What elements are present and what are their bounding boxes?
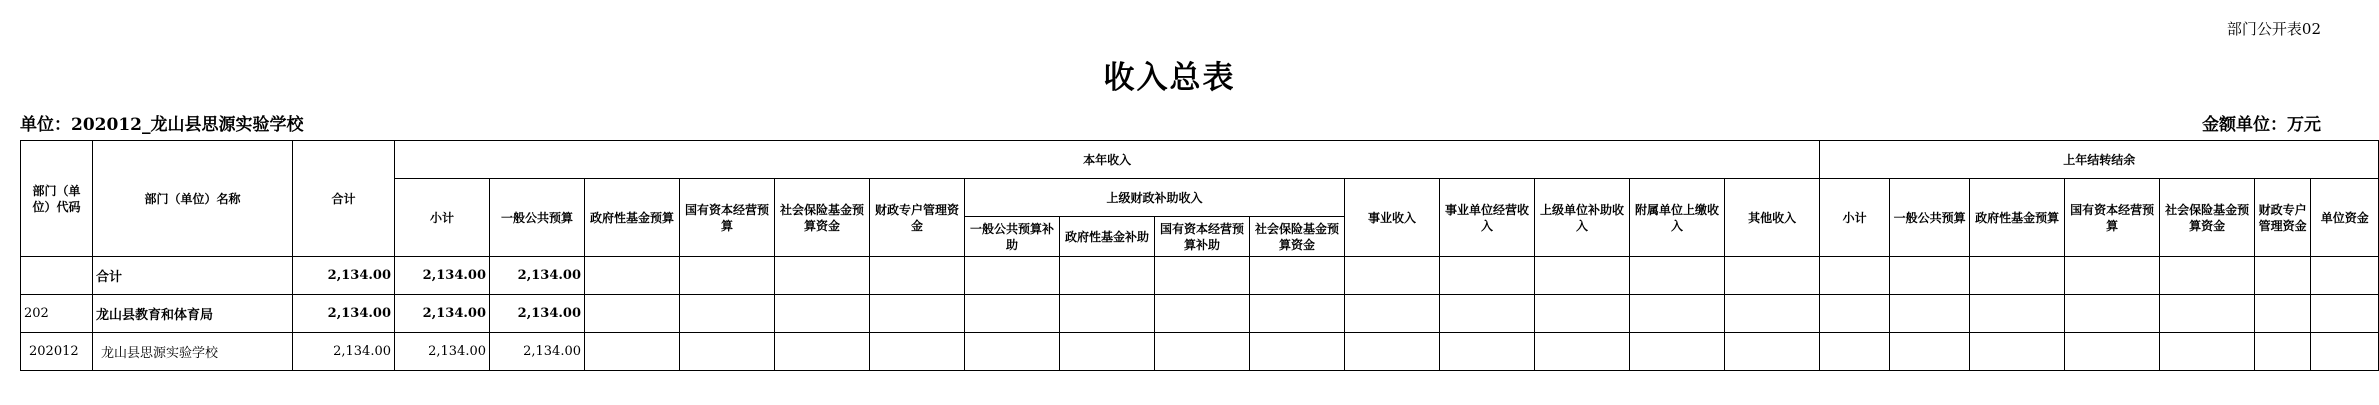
amount-unit-label: 金额单位：万元 — [2202, 115, 2321, 135]
row-code: 202 — [21, 295, 93, 333]
header-gov-fund-budget: 政府性基金预算 — [585, 179, 680, 257]
row-total: 2,134.00 — [293, 257, 395, 295]
table-row-total — [21, 257, 2379, 295]
header-other-income: 其他收入 — [1725, 179, 1820, 257]
row-name: 龙山县教育和体育局 — [93, 295, 293, 333]
row-name: 合计 — [93, 257, 293, 295]
header-total: 合计 — [293, 141, 395, 257]
header-subtotal: 小计 — [395, 179, 490, 257]
header-c-general-budget: 一般公共预算 — [1890, 179, 1970, 257]
row-subtotal: 2,134.00 — [395, 333, 490, 371]
header-dept-code: 部门（单位）代码 — [21, 141, 93, 257]
page-title: 收入总表 — [1103, 60, 1236, 96]
header-business-operation: 事业单位经营收入 — [1440, 179, 1535, 257]
header-sub-gov-fund: 政府性基金补助 — [1060, 217, 1155, 257]
row-total: 2,134.00 — [293, 295, 395, 333]
header-superior-unit-subsidy: 上级单位补助收入 — [1535, 179, 1630, 257]
row-total: 2,134.00 — [293, 333, 395, 371]
header-c-social-insurance: 社会保险基金预算资金 — [2160, 179, 2255, 257]
table-row — [21, 333, 2379, 371]
header-sub-general-budget: 一般公共预算补助 — [965, 217, 1060, 257]
table-number: 部门公开表02 — [2226, 20, 2321, 38]
row-code: 202012 — [21, 333, 93, 371]
header-superior-subsidy: 上级财政补助收入 — [965, 179, 1345, 217]
row-name: 龙山县思源实验学校 — [93, 333, 293, 371]
header-social-insurance-budget: 社会保险基金预算资金 — [775, 179, 870, 257]
row-general-budget: 2,134.00 — [490, 295, 585, 333]
header-carryover: 上年结转结余 — [1820, 141, 2379, 179]
header-special-fund-mgmt: 财政专户管理资金 — [870, 179, 965, 257]
header-this-year-income: 本年收入 — [395, 141, 1820, 179]
header-c-state-capital: 国有资本经营预算 — [2065, 179, 2160, 257]
header-state-capital-budget: 国有资本经营预算 — [680, 179, 775, 257]
unit-label: 单位：202012_龙山县思源实验学校 — [20, 115, 304, 135]
row-subtotal: 2,134.00 — [395, 257, 490, 295]
row-general-budget: 2,134.00 — [490, 333, 585, 371]
header-c-unit-fund: 单位资金 — [2311, 179, 2379, 257]
header-business-income: 事业收入 — [1345, 179, 1440, 257]
header-c-gov-fund: 政府性基金预算 — [1970, 179, 2065, 257]
header-sub-social-insurance: 社会保险基金预算资金 — [1250, 217, 1345, 257]
header-sub-state-capital: 国有资本经营预算补助 — [1155, 217, 1250, 257]
income-summary-table — [20, 140, 2379, 371]
header-dept-name: 部门（单位）名称 — [93, 141, 293, 257]
row-subtotal: 2,134.00 — [395, 295, 490, 333]
header-general-budget: 一般公共预算 — [490, 179, 585, 257]
row-code — [21, 257, 93, 295]
header-c-subtotal: 小计 — [1820, 179, 1890, 257]
row-general-budget: 2,134.00 — [490, 257, 585, 295]
table-row — [21, 295, 2379, 333]
header-c-special-fund: 财政专户管理资金 — [2255, 179, 2311, 257]
header-affiliated-unit: 附属单位上缴收入 — [1630, 179, 1725, 257]
